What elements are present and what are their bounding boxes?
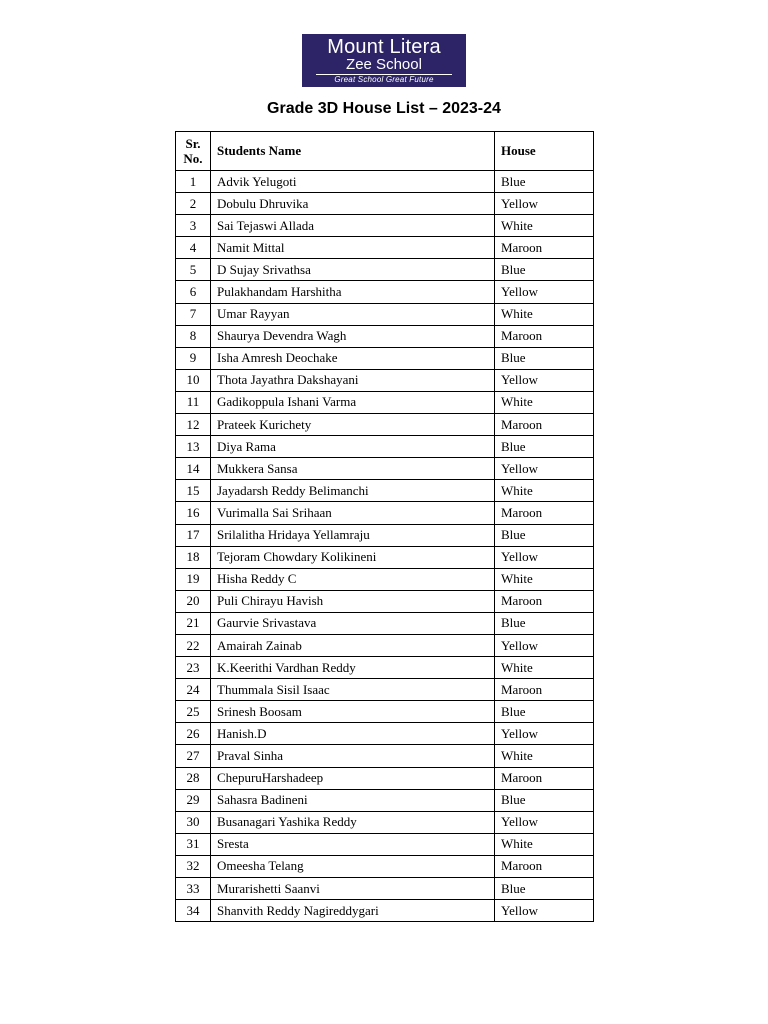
cell-sr-no: 4 <box>176 237 211 259</box>
table-row <box>176 811 594 833</box>
cell-student-name: Jayadarsh Reddy Belimanchi <box>211 480 495 502</box>
cell-sr-no: 22 <box>176 634 211 656</box>
table-header-row <box>176 132 594 171</box>
cell-sr-no: 6 <box>176 281 211 303</box>
header-sr-no: Sr. No. <box>176 132 211 171</box>
table-row <box>176 237 594 259</box>
cell-student-name: Thota Jayathra Dakshayani <box>211 369 495 391</box>
cell-sr-no: 24 <box>176 679 211 701</box>
table-row <box>176 612 594 634</box>
cell-sr-no: 7 <box>176 303 211 325</box>
table-body <box>176 171 594 922</box>
table-row <box>176 391 594 413</box>
cell-student-name: Vurimalla Sai Srihaan <box>211 502 495 524</box>
table-row <box>176 634 594 656</box>
cell-sr-no: 29 <box>176 789 211 811</box>
cell-student-name: Srilalitha Hridaya Yellamraju <box>211 524 495 546</box>
cell-house: Blue <box>495 701 594 723</box>
table-row <box>176 679 594 701</box>
cell-sr-no: 12 <box>176 414 211 436</box>
table-row <box>176 833 594 855</box>
table-row <box>176 878 594 900</box>
cell-sr-no: 2 <box>176 193 211 215</box>
cell-sr-no: 31 <box>176 833 211 855</box>
table-row <box>176 701 594 723</box>
table-row <box>176 436 594 458</box>
cell-sr-no: 18 <box>176 546 211 568</box>
cell-student-name: Shaurya Devendra Wagh <box>211 325 495 347</box>
table-row <box>176 502 594 524</box>
table-row <box>176 900 594 922</box>
cell-student-name: ChepuruHarshadeep <box>211 767 495 789</box>
cell-house: Blue <box>495 259 594 281</box>
logo-tagline: Great School Great Future <box>334 75 434 84</box>
table-row <box>176 215 594 237</box>
table-row <box>176 723 594 745</box>
cell-sr-no: 25 <box>176 701 211 723</box>
table-row <box>176 458 594 480</box>
cell-student-name: Namit Mittal <box>211 237 495 259</box>
cell-house: Maroon <box>495 767 594 789</box>
cell-house: Maroon <box>495 855 594 877</box>
cell-house: Blue <box>495 878 594 900</box>
cell-student-name: Thummala Sisil Isaac <box>211 679 495 701</box>
cell-sr-no: 11 <box>176 391 211 413</box>
table-row <box>176 767 594 789</box>
cell-sr-no: 32 <box>176 855 211 877</box>
cell-student-name: Diya Rama <box>211 436 495 458</box>
cell-house: Maroon <box>495 679 594 701</box>
cell-sr-no: 17 <box>176 524 211 546</box>
cell-student-name: Pulakhandam Harshitha <box>211 281 495 303</box>
cell-house: White <box>495 657 594 679</box>
cell-sr-no: 13 <box>176 436 211 458</box>
table-row <box>176 193 594 215</box>
table-row <box>176 590 594 612</box>
table-row <box>176 325 594 347</box>
cell-student-name: Dobulu Dhruvika <box>211 193 495 215</box>
table-row <box>176 259 594 281</box>
cell-house: White <box>495 480 594 502</box>
cell-house: White <box>495 568 594 590</box>
cell-sr-no: 15 <box>176 480 211 502</box>
cell-sr-no: 20 <box>176 590 211 612</box>
cell-student-name: Shanvith Reddy Nagireddygari <box>211 900 495 922</box>
cell-house: White <box>495 215 594 237</box>
page-title: Grade 3D House List – 2023-24 <box>267 100 501 117</box>
cell-sr-no: 19 <box>176 568 211 590</box>
cell-student-name: Isha Amresh Deochake <box>211 347 495 369</box>
cell-student-name: Hanish.D <box>211 723 495 745</box>
cell-sr-no: 21 <box>176 612 211 634</box>
cell-student-name: Hisha Reddy C <box>211 568 495 590</box>
cell-sr-no: 8 <box>176 325 211 347</box>
cell-sr-no: 5 <box>176 259 211 281</box>
cell-student-name: Umar Rayyan <box>211 303 495 325</box>
cell-student-name: Omeesha Telang <box>211 855 495 877</box>
cell-student-name: Murarishetti Saanvi <box>211 878 495 900</box>
table-row <box>176 347 594 369</box>
cell-house: Blue <box>495 612 594 634</box>
cell-student-name: Amairah Zainab <box>211 634 495 656</box>
cell-student-name: Sresta <box>211 833 495 855</box>
cell-student-name: Gadikoppula Ishani Varma <box>211 391 495 413</box>
cell-student-name: Mukkera Sansa <box>211 458 495 480</box>
cell-sr-no: 33 <box>176 878 211 900</box>
cell-house: Blue <box>495 347 594 369</box>
cell-sr-no: 28 <box>176 767 211 789</box>
cell-house: Yellow <box>495 193 594 215</box>
cell-sr-no: 27 <box>176 745 211 767</box>
cell-house: Blue <box>495 171 594 193</box>
cell-house: Maroon <box>495 590 594 612</box>
cell-house: Yellow <box>495 634 594 656</box>
cell-house: Blue <box>495 436 594 458</box>
cell-house: Yellow <box>495 281 594 303</box>
cell-house: Yellow <box>495 723 594 745</box>
cell-house: Blue <box>495 789 594 811</box>
cell-house: Maroon <box>495 414 594 436</box>
cell-student-name: Advik Yelugoti <box>211 171 495 193</box>
cell-student-name: Puli Chirayu Havish <box>211 590 495 612</box>
header-house: House <box>495 132 594 171</box>
cell-student-name: Busanagari Yashika Reddy <box>211 811 495 833</box>
cell-student-name: Srinesh Boosam <box>211 701 495 723</box>
cell-student-name: Gaurvie Srivastava <box>211 612 495 634</box>
table-row <box>176 524 594 546</box>
logo-subname: Zee School <box>346 56 422 73</box>
cell-house: White <box>495 303 594 325</box>
header-students-name: Students Name <box>211 132 495 171</box>
cell-house: Yellow <box>495 900 594 922</box>
table-row <box>176 745 594 767</box>
cell-sr-no: 16 <box>176 502 211 524</box>
logo-name: Mount Litera <box>327 36 441 58</box>
cell-student-name: Sai Tejaswi Allada <box>211 215 495 237</box>
cell-student-name: D Sujay Srivathsa <box>211 259 495 281</box>
cell-student-name: Sahasra Badineni <box>211 789 495 811</box>
table-row <box>176 303 594 325</box>
table-row <box>176 171 594 193</box>
table-row <box>176 480 594 502</box>
cell-house: Yellow <box>495 369 594 391</box>
cell-house: White <box>495 833 594 855</box>
table-row <box>176 414 594 436</box>
table-row <box>176 546 594 568</box>
cell-student-name: K.Keerithi Vardhan Reddy <box>211 657 495 679</box>
cell-house: White <box>495 745 594 767</box>
cell-sr-no: 10 <box>176 369 211 391</box>
cell-house: Yellow <box>495 546 594 568</box>
cell-house: Maroon <box>495 237 594 259</box>
cell-sr-no: 23 <box>176 657 211 679</box>
cell-sr-no: 1 <box>176 171 211 193</box>
cell-house: White <box>495 391 594 413</box>
cell-sr-no: 30 <box>176 811 211 833</box>
cell-sr-no: 9 <box>176 347 211 369</box>
table-row <box>176 281 594 303</box>
cell-student-name: Prateek Kurichety <box>211 414 495 436</box>
cell-student-name: Tejoram Chowdary Kolikineni <box>211 546 495 568</box>
cell-sr-no: 3 <box>176 215 211 237</box>
cell-sr-no: 34 <box>176 900 211 922</box>
table-row <box>176 789 594 811</box>
cell-house: Maroon <box>495 502 594 524</box>
school-logo <box>302 34 466 87</box>
table-row <box>176 657 594 679</box>
cell-sr-no: 14 <box>176 458 211 480</box>
cell-student-name: Praval Sinha <box>211 745 495 767</box>
table-row <box>176 855 594 877</box>
cell-house: Yellow <box>495 458 594 480</box>
cell-house: Maroon <box>495 325 594 347</box>
house-list-table <box>175 131 594 922</box>
cell-sr-no: 26 <box>176 723 211 745</box>
table-row <box>176 568 594 590</box>
table-row <box>176 369 594 391</box>
cell-house: Yellow <box>495 811 594 833</box>
cell-house: Blue <box>495 524 594 546</box>
